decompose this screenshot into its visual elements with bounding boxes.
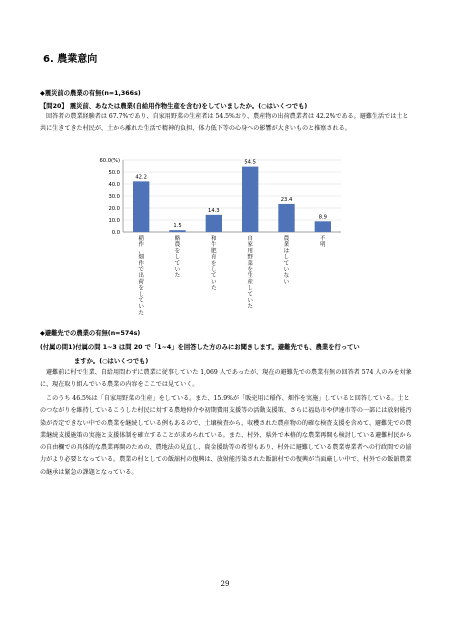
block1-paragraph: 回答者の農業経験者は 67.7%であり、自家用野菜の生産者は 54.5%おり、農産物の出荷農業者は 42.2%である。避難生活では土と共に生きてきた村民が、土から離れた生活で精神的負担、体力低下等の心身への影響が大きいものと推察される。	[40, 113, 409, 133]
category-label-char: を	[138, 285, 144, 292]
category-label-char: 和	[211, 236, 217, 242]
chart-category-labels	[138, 234, 326, 316]
chart-bar	[169, 230, 185, 232]
category-label-char: な	[283, 273, 290, 280]
category-label-char: い	[283, 279, 290, 286]
category-label-char: は	[283, 248, 290, 255]
category-label-char: し	[138, 291, 144, 298]
category-label-char: 酪	[174, 236, 181, 242]
block2-paragraph-1: 避難前に村で生業、自給用問わずに農業に従事していた 1,069 人であったが、現在の避難先での農業有無の回答者 574 人のみを対象に、現在取り組んでいる農業の内容をここでは見ていく。	[40, 369, 412, 389]
category-label-char: 育	[211, 254, 217, 261]
block2-heading: ◆避難先での農業の有無(n=574s)	[40, 330, 141, 337]
block2-paragraph-2: このうち 46.5%は「自家用野菜の生産」をしている。また、15.9%が「販売用に稲作、畑作を実施」していると回答している。土とのつながりを維持しているこうした村民に対する農地仲介や初期費用支援等の活動支援策、さらに福島市や伊達市等の一部には放射能汚染が否定できない中での農業を継続している例もあるので、土壌検査から、収穫された農産物の的確な検査支援を含めて、避難先での農業継続支援施策の実施と支援体制を確立することが求められている。また、村外、県外で本格的な農業再開も検討している避難村民からの自由欄での具体的な農業再開のための、農地法の見直し、資金援助等の希望もあり、村外に避難している農業専業者への行政間での協力がより必要となっている。農業の村としての飯舘村の復興は、放射能汚染された飯舘村での復興が当面厳しい中で、村外での飯舘農業の継承は緊急の課題となっている。	[40, 395, 412, 476]
category-label-char: 作	[138, 242, 144, 249]
category-label-char: し	[174, 254, 181, 261]
y-tick-label: 30.0	[108, 194, 120, 200]
page-number: 29	[220, 580, 230, 588]
chart-bar	[278, 204, 294, 232]
chart-bars	[133, 167, 331, 232]
chart-bar	[206, 215, 222, 232]
bar-value-label: 1.5	[173, 223, 182, 230]
category-label-char: 荷	[138, 279, 144, 286]
category-label-char: 明	[320, 242, 326, 249]
category-label-char: て	[138, 298, 144, 304]
section-title: 6. 農業意向	[43, 54, 98, 65]
y-tick-label: 40.0	[108, 182, 120, 188]
bar-value-label: 42.2	[135, 174, 147, 181]
category-label-char: 不	[320, 236, 326, 242]
category-label-char: を	[211, 260, 217, 267]
sub-question-1-line1: (付属の問1)付属の問 1~3 は問 20 で「1~4」を回答した方のみにお聞きします。避難先でも、農業を行ってい	[40, 344, 360, 351]
category-label-char: 用	[247, 248, 253, 255]
category-label-char: 家	[247, 242, 253, 249]
category-label-char: し	[247, 285, 253, 292]
category-label-char: い	[211, 279, 217, 286]
category-label-char: い	[174, 267, 181, 273]
chart-y-ticks	[99, 158, 120, 236]
category-label-char: た	[211, 285, 217, 292]
category-label-char: 牛	[211, 242, 217, 249]
category-label-char: い	[138, 304, 144, 311]
category-label-char: 農	[283, 236, 290, 242]
chart-bar	[315, 221, 331, 232]
bar-value-label: 8.9	[318, 214, 327, 221]
question-20: 【問20】 震災前、あなたは農業(自給用作物生産を含む)をしていましたか。(○はいくつでも)	[40, 103, 308, 110]
bar-value-label: 14.3	[208, 207, 220, 214]
y-tick-label: 50.0	[108, 170, 120, 176]
category-label-char: 生	[247, 273, 253, 280]
y-tick-label: 0.0	[111, 230, 120, 236]
category-label-char: た	[247, 304, 253, 311]
y-tick-label: 10.0	[108, 218, 120, 224]
y-tick-label: 60.0(%)	[99, 158, 120, 164]
chart-bar	[133, 181, 149, 232]
category-label-char: 自	[247, 236, 253, 242]
category-label-char: 稲	[138, 236, 144, 242]
category-label-char: 業	[283, 242, 290, 249]
category-label-char: た	[174, 273, 181, 280]
chart-value-labels	[135, 160, 327, 230]
category-label-char: 畑	[138, 254, 144, 261]
category-label-char: て	[211, 273, 217, 280]
category-label-char: を	[247, 267, 253, 273]
category-label-char: し	[211, 267, 217, 273]
category-label-char: た	[138, 310, 144, 317]
category-label-char: て	[283, 260, 290, 267]
category-label-char: て	[174, 260, 181, 267]
y-tick-label: 20.0	[108, 206, 120, 212]
sub-question-1-line2: ますか。(○はいくつでも)	[74, 358, 149, 365]
category-label-char: を	[174, 248, 181, 255]
category-label-char: 肥	[211, 248, 217, 255]
category-label-char: し	[283, 254, 290, 261]
category-label-char: 農	[174, 242, 181, 249]
category-label-char: 産	[247, 279, 253, 286]
category-label-char: 野	[247, 254, 253, 261]
block1-heading: ◆震災前の農業の有無(n=1,366s)	[40, 90, 141, 97]
category-label-char: 作	[138, 260, 144, 267]
category-label-char: 、	[138, 248, 144, 255]
category-label-char: で	[138, 267, 144, 273]
category-label-char: て	[247, 291, 253, 298]
category-label-char: 出	[138, 273, 144, 280]
category-label-char: い	[247, 298, 253, 304]
chart-gridlines	[123, 160, 341, 220]
farming-bar-chart	[95, 150, 355, 317]
category-label-char: 菜	[247, 260, 253, 267]
category-label-char: い	[283, 267, 290, 273]
bar-value-label: 23.4	[280, 196, 293, 203]
chart-bar	[242, 167, 258, 232]
bar-value-label: 54.5	[244, 159, 256, 166]
